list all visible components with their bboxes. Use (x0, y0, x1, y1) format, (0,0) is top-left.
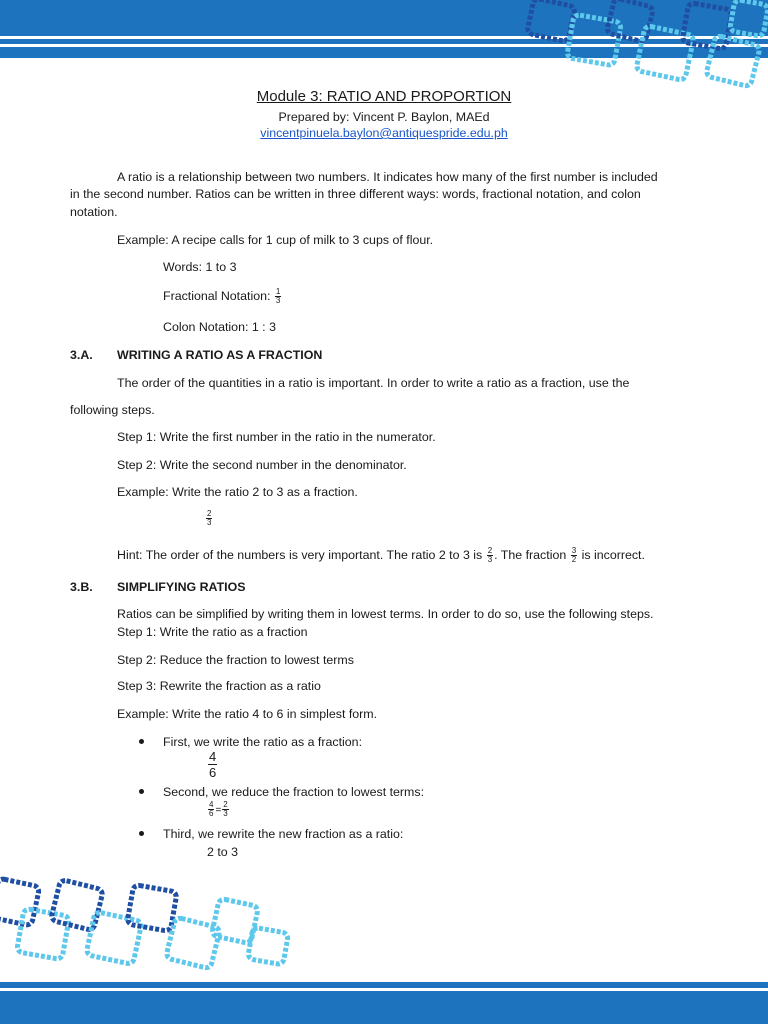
bullet-dot (139, 789, 144, 794)
section-a-example: Example: Write the ratio 2 to 3 as a fraction. (117, 485, 358, 499)
intro-line-1: A ratio is a relationship between two numbers. It indicates how many of the first number is included (117, 170, 658, 184)
words-notation: Words: 1 to 3 (163, 260, 237, 274)
fraction-2-3-small: $\frac{2}{3}$ (223, 800, 228, 819)
section-b-heading: SIMPLIFYING RATIOS (117, 580, 246, 594)
bullet-dot (139, 831, 144, 836)
intro-line-2: in the second number. Ratios can be written in three different ways: words, fractional notation, and colon (70, 187, 641, 201)
footer-band (0, 982, 768, 1024)
section-a-step-2: Step 2: Write the second number in the denominator. (117, 458, 407, 472)
hint-fraction-2-3: $\frac{2}{3}$ (487, 546, 493, 565)
section-a-heading: WRITING A RATIO AS A FRACTION (117, 348, 323, 362)
fractional-label: Fractional Notation: (163, 289, 271, 303)
fraction-1-3: $\frac{1}{3}$ (275, 287, 281, 306)
decorative-squares-bottom (0, 872, 300, 984)
section-b-paragraph: Ratios can be simplified by writing them in lowest terms. In order to do so, use the following steps. (117, 607, 654, 621)
section-b-example: Example: Write the ratio 4 to 6 in simplest form. (117, 707, 378, 721)
footer-stripe (0, 988, 768, 991)
section-a-number: 3.A. (70, 348, 93, 362)
section-a-step-1: Step 1: Write the first number in the ratio in the numerator. (117, 430, 436, 444)
hint-fraction-3-2: $\frac{3}{2}$ (571, 546, 577, 565)
bullet-1: First, we write the ratio as a fraction: (163, 735, 363, 749)
email-link[interactable]: vincentpinuela.baylon@antiquespride.edu.ph (260, 126, 508, 140)
ratio-result: 2 to 3 (207, 845, 239, 859)
section-b-step-3: Step 3: Rewrite the fraction as a ratio (117, 679, 321, 693)
section-a-paragraph-2: following steps. (70, 403, 155, 417)
bullet-dot (139, 739, 144, 744)
section-b-step-1: Step 1: Write the ratio as a fraction (117, 625, 308, 639)
page-title: Module 3: RATIO AND PROPORTION (256, 88, 512, 105)
colon-notation: Colon Notation: 1 : 3 (163, 320, 276, 334)
intro-example: Example: A recipe calls for 1 cup of milk to 3 cups of flour. (117, 233, 434, 247)
reduced-equation: $\frac{4}{6}$ = $\frac{2}{3}$ (209, 800, 228, 819)
section-b-number: 3.B. (70, 580, 93, 594)
section-a-paragraph-1: The order of the quantities in a ratio is important. In order to write a ratio as a fraction, use the (117, 376, 630, 390)
bullet-3: Third, we rewrite the new fraction as a ratio: (163, 827, 404, 841)
intro-line-3: notation. (70, 205, 118, 219)
fractional-notation (163, 288, 282, 305)
author-line: Prepared by: Vincent P. Baylon, MAEd (278, 110, 490, 124)
fraction-4-6-small: $\frac{4}{6}$ (209, 800, 214, 819)
fraction-4-6: $\frac{4}{6}$ (209, 749, 217, 780)
hint-line: Hint: The order of the numbers is very important. The ratio 2 to 3 is $\frac{2}{3}$ . The fraction $\frac{3}{2}$ is incorrect. (117, 546, 645, 565)
section-b-step-2: Step 2: Reduce the fraction to lowest terms (117, 653, 354, 667)
example-fraction-2-3: $\frac{2}{3}$ (207, 509, 212, 528)
bullet-2: Second, we reduce the fraction to lowest terms: (163, 785, 425, 799)
